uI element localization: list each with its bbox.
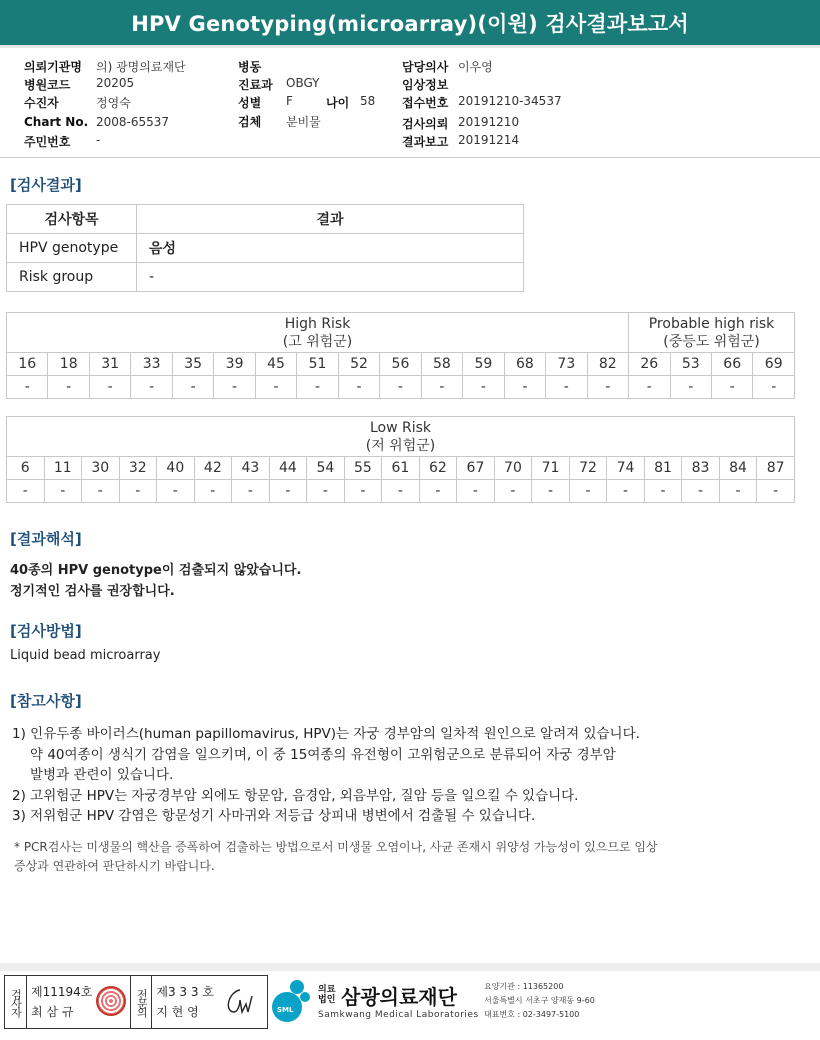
hospital-code-value: 20205 [96, 76, 135, 90]
doctor-label: 담당의사 [402, 60, 449, 74]
specialist-number: 제3 3 3 호 [156, 985, 214, 999]
hpv-result-cell: - [255, 376, 296, 399]
hpv-result-cell: - [546, 376, 587, 399]
hpv-type-cell: 55 [344, 457, 382, 480]
hpv-result-cell: - [382, 480, 420, 503]
hpv-type-cell: 87 [757, 457, 795, 480]
hpv-result-cell: - [670, 376, 711, 399]
resident-label: 주민번호 [24, 135, 71, 149]
report-title: HPV Genotyping(microarray)(이원) 검사결과보고서 [131, 11, 689, 36]
hpv-type-cell: 33 [131, 353, 172, 376]
row-item: Risk group [7, 263, 137, 292]
hpv-result-cell: - [587, 376, 628, 399]
ward-label: 병동 [238, 60, 262, 74]
hpv-type-cell: 81 [644, 457, 682, 480]
sex-value: F [286, 94, 293, 108]
interpretation-line-1: 40종의 HPV genotype이 검출되지 않았습니다. [10, 563, 302, 578]
examiner-name: 최 삼 규 [31, 1005, 74, 1019]
row-result: - [137, 263, 524, 292]
low-risk-subtitle: (저 위험군) [365, 437, 436, 454]
seal-stamp-icon [96, 986, 126, 1016]
reference-3: 3) 저위험군 HPV 감염은 항문성기 사마귀와 저등급 상피내 병변에서 검출될 수 있습니다. [12, 808, 536, 824]
hpv-type-cell: 74 [607, 457, 645, 480]
org-logo [272, 978, 479, 1022]
high-risk-subtitle: (고 위험군) [282, 333, 353, 350]
hpv-result-cell: - [297, 376, 338, 399]
row-item: HPV genotype [7, 234, 137, 263]
table-row [7, 234, 524, 263]
hpv-result-cell: - [532, 480, 570, 503]
hpv-result-cell: - [494, 480, 532, 503]
hpv-result-cell: - [307, 480, 345, 503]
hpv-type-cell: 26 [629, 353, 670, 376]
clinical-label: 임상정보 [402, 78, 449, 92]
probable-risk-subtitle: (중등도 위험군) [663, 333, 760, 350]
hpv-type-cell: 53 [670, 353, 711, 376]
hpv-result-cell: - [269, 480, 307, 503]
hpv-result-cell: - [629, 376, 670, 399]
hpv-result-cell: - [194, 480, 232, 503]
hpv-type-cell: 70 [494, 457, 532, 480]
hpv-type-cell: 58 [421, 353, 462, 376]
hpv-type-cell: 11 [44, 457, 82, 480]
specialist-label: 전문의 [130, 976, 152, 1028]
hpv-type-cell: 72 [569, 457, 607, 480]
hpv-type-cell: 45 [255, 353, 296, 376]
institution-value: 의) 광명의료재단 [96, 60, 186, 74]
examiner-number: 제11194호 [31, 985, 93, 999]
receipt-value: 20191210-34537 [458, 94, 562, 108]
hpv-result-cell: - [419, 480, 457, 503]
reference-1b: 약 40여종이 생식기 감염을 일으키며, 이 중 15여종의 유전형이 고위험군으로 분류되어 자궁 경부암 [30, 746, 616, 763]
section-result: [검사결과] [10, 176, 82, 194]
hpv-result-cell: - [44, 480, 82, 503]
receipt-label: 접수번호 [402, 96, 449, 110]
hpv-type-cell: 42 [194, 457, 232, 480]
patient-value: 정영숙 [96, 96, 131, 110]
high-risk-title: High Risk [284, 315, 351, 332]
hospital-code-label: 병원코드 [24, 78, 71, 92]
hpv-type-cell: 39 [214, 353, 255, 376]
interpretation-line-2: 정기적인 검사를 권장합니다. [10, 584, 175, 599]
hpv-type-cell: 62 [419, 457, 457, 480]
reference-list [12, 724, 640, 827]
request-value: 20191210 [458, 115, 520, 129]
probable-risk-title: Probable high risk [648, 315, 775, 332]
hpv-result-cell: - [753, 376, 795, 399]
hpv-type-cell: 31 [89, 353, 130, 376]
hpv-result-cell: - [119, 480, 157, 503]
institution-label: 의뢰기관명 [24, 60, 82, 74]
high-risk-header [7, 313, 629, 353]
reference-1c: 발병과 관련이 있습니다. [30, 767, 174, 783]
resident-value: - [96, 133, 101, 147]
hpv-type-cell: 30 [82, 457, 120, 480]
chart-label: Chart No. [24, 115, 89, 129]
hpv-result-cell: - [682, 480, 720, 503]
org-contact [484, 980, 595, 1022]
hpv-result-cell: - [711, 376, 752, 399]
hpv-result-cell: - [504, 376, 545, 399]
specialist-info [152, 976, 218, 1028]
hpv-type-cell: 61 [382, 457, 420, 480]
hpv-result-cell: - [214, 376, 255, 399]
row-result: 음성 [137, 234, 524, 263]
report-date-value: 20191214 [458, 133, 520, 147]
sml-logo-icon [272, 978, 312, 1022]
reference-2: 2) 고위험군 HPV는 자궁경부암 외에도 항문암, 음경암, 외음부암, 질암 등을 일으킬 수 있습니다. [12, 787, 579, 804]
hpv-type-cell: 69 [753, 353, 795, 376]
section-method: [검사방법] [10, 622, 82, 640]
pcr-note [14, 838, 794, 876]
hpv-type-cell: 54 [307, 457, 345, 480]
hpv-type-cell: 67 [457, 457, 495, 480]
hpv-type-cell: 40 [157, 457, 195, 480]
hpv-result-cell: - [89, 376, 130, 399]
result-table [6, 204, 524, 292]
hpv-result-cell: - [232, 480, 270, 503]
report-title-bar [0, 0, 820, 48]
hpv-type-cell: 6 [7, 457, 45, 480]
hpv-result-cell: - [607, 480, 645, 503]
dept-value: OBGY [286, 76, 320, 90]
signature-box [4, 975, 268, 1029]
org-code: 요양기관 : 11365200 [484, 982, 564, 991]
pcr-note-1: * PCR검사는 미생물의 핵산을 증폭하여 검출하는 방법으로서 미생물 오염이나, 사균 존재시 위양성 가능성이 있으므로 임상 [14, 840, 658, 854]
hpv-type-cell: 32 [119, 457, 157, 480]
chart-value: 2008-65537 [96, 115, 170, 129]
hpv-type-cell: 68 [504, 353, 545, 376]
age-value: 58 [360, 94, 376, 108]
hpv-type-cell: 84 [719, 457, 757, 480]
org-small: 의료법인 [318, 985, 336, 1005]
hpv-result-cell: - [48, 376, 89, 399]
low-risk-title: Low Risk [369, 419, 432, 436]
col-result-header: 결과 [137, 205, 524, 234]
hpv-type-cell: 59 [463, 353, 504, 376]
high-risk-table [6, 312, 795, 399]
method-text: Liquid bead microarray [10, 648, 161, 663]
hpv-type-cell: 56 [380, 353, 421, 376]
age-label: 나이 [326, 96, 350, 110]
low-risk-header [7, 417, 795, 457]
hpv-result-cell: - [463, 376, 504, 399]
probable-risk-header [629, 313, 795, 353]
hpv-result-cell: - [457, 480, 495, 503]
footer-band [0, 963, 820, 971]
hpv-result-cell: - [131, 376, 172, 399]
org-name-block [318, 981, 479, 1020]
hpv-result-cell: - [157, 480, 195, 503]
sex-label: 성별 [238, 96, 262, 110]
interpretation-text [10, 560, 301, 602]
patient-label: 수진자 [24, 96, 59, 110]
dept-label: 진료과 [238, 78, 273, 92]
hpv-type-cell: 66 [711, 353, 752, 376]
hpv-result-cell: - [719, 480, 757, 503]
hpv-result-cell: - [757, 480, 795, 503]
hpv-result-cell: - [7, 376, 48, 399]
hpv-type-cell: 43 [232, 457, 270, 480]
specialist-name: 지 현 영 [156, 1005, 199, 1019]
hpv-type-cell: 82 [587, 353, 628, 376]
hpv-result-cell: - [569, 480, 607, 503]
col-item-header: 검사항목 [7, 205, 137, 234]
hpv-type-cell: 44 [269, 457, 307, 480]
specimen-label: 검체 [238, 115, 262, 129]
pcr-note-2: 증상과 연관하여 판단하시기 바랍니다. [14, 859, 215, 873]
hpv-result-cell: - [380, 376, 421, 399]
request-label: 검사의뢰 [402, 117, 449, 131]
hpv-result-cell: - [7, 480, 45, 503]
org-name-en: Samkwang Medical Laboratories [318, 1009, 479, 1020]
section-interpretation: [결과해석] [10, 530, 82, 548]
org-phone: 대표번호 : 02-3497-5100 [484, 1010, 580, 1019]
specimen-value: 분비물 [286, 115, 321, 129]
hpv-result-cell: - [644, 480, 682, 503]
signature-icon [218, 982, 258, 1022]
hpv-type-cell: 73 [546, 353, 587, 376]
hpv-type-cell: 52 [338, 353, 379, 376]
examiner-info [27, 976, 96, 1028]
examiner-label: 검사자 [5, 976, 27, 1028]
hpv-type-cell: 83 [682, 457, 720, 480]
hpv-result-cell: - [421, 376, 462, 399]
low-risk-table [6, 416, 795, 503]
reference-1a: 1) 인유두종 바이러스(human papillomavirus, HPV)는 자궁 경부암의 일차적 원인으로 알려져 있습니다. [12, 726, 640, 742]
section-reference: [참고사항] [10, 692, 82, 710]
hpv-type-cell: 16 [7, 353, 48, 376]
hpv-result-cell: - [172, 376, 213, 399]
patient-info [0, 54, 820, 158]
hpv-type-cell: 51 [297, 353, 338, 376]
hpv-type-cell: 18 [48, 353, 89, 376]
report-date-label: 결과보고 [402, 135, 449, 149]
org-name: 삼광의료재단 [341, 984, 457, 1009]
hpv-type-cell: 35 [172, 353, 213, 376]
hpv-result-cell: - [338, 376, 379, 399]
table-row [7, 263, 524, 292]
logo-mark-text: SML [277, 1006, 294, 1014]
doctor-value: 이우영 [458, 60, 493, 74]
hpv-result-cell: - [82, 480, 120, 503]
org-address: 서울특별시 서초구 양재동 9-60 [484, 996, 595, 1005]
hpv-result-cell: - [344, 480, 382, 503]
hpv-type-cell: 71 [532, 457, 570, 480]
